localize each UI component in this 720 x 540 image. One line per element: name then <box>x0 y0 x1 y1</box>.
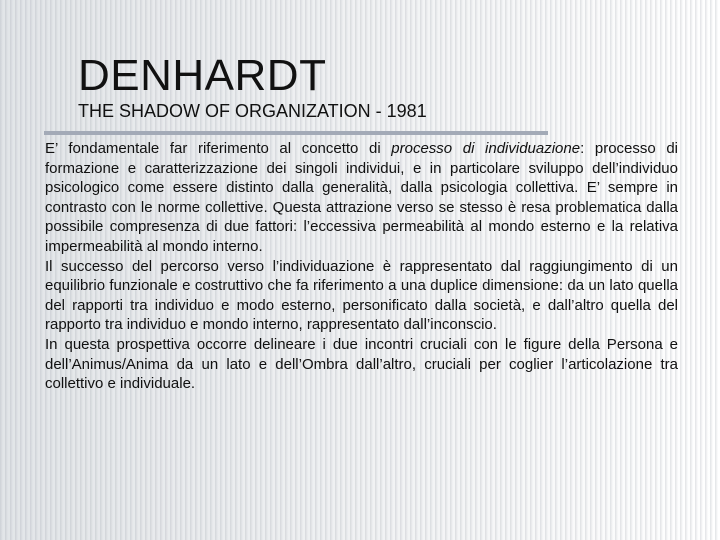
body-paragraph-2: Il successo del percorso verso l’individuazione è rappresentato dal raggiungimento di un equilibrio funzionale e costruttivo che fa riferimento a una duplice dimensione: da un lato quella del rapporti tra individuo e modo esterno, personificato dalla società, e dall’altro quella del rapporto tra individuo e mondo interno, rappresentato dall’inconscio. <box>45 257 678 334</box>
body-paragraph-1 <box>45 139 678 257</box>
paragraph-1-lead: E’ fondamentale far riferimento al concetto di <box>45 140 392 157</box>
slide-subtitle: THE SHADOW OF ORGANIZATION - 1981 <box>78 101 427 121</box>
slide-body <box>45 139 678 394</box>
key-concept-emphasis: processo di individuazione <box>391 140 581 157</box>
body-paragraph-3: In questa prospettiva occorre delineare i due incontri cruciali con le figure della Persona e dell’Animus/Anima da un lato e dell’Ombra dall’altro, cruciali per coglier l’articolazione tra collettivo e individuale. <box>45 335 678 393</box>
paragraph-1-rest: : processo di formazione e caratterizzazione dei singoli individui, e in particolare sviluppo dell’individuo psicologico come essere distinto dalla generalità, dalla psicologia collettiva. E’ sempre in contrasto con le norme collettive. Questa attrazione verso se stesso è resa problematica dalla possibile compresenza di due fattori: l’eccessiva permeabilità al mondo esterno e la relativa impermeabilità al mondo interno. <box>45 140 678 255</box>
title-divider <box>44 131 548 135</box>
slide-title: DENHARDT <box>78 51 327 100</box>
